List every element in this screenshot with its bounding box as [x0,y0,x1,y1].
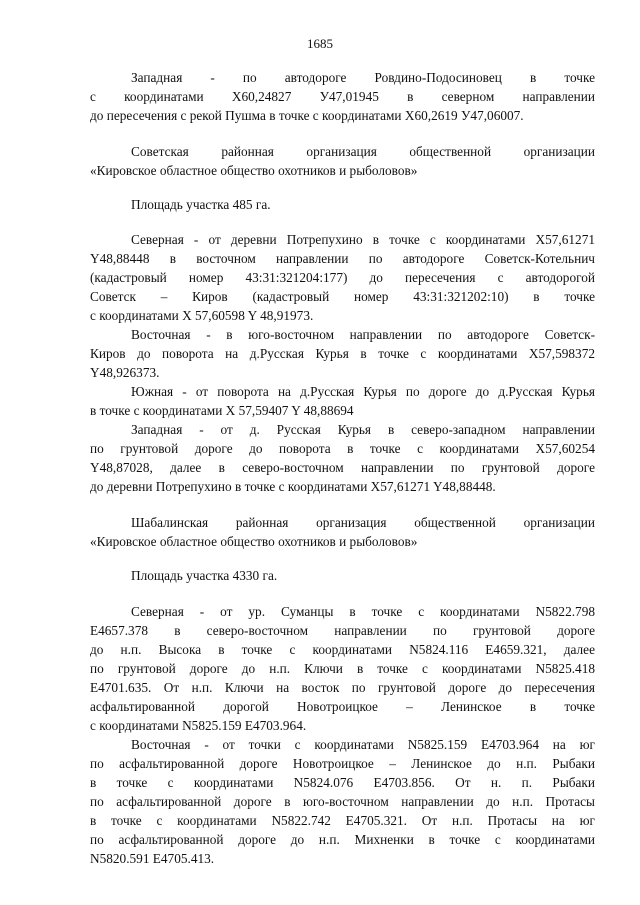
text-line: с координатами X 57,60598 Y 48,91973. [90,308,314,323]
area-line: Площадь участка 4330 га. [131,568,278,583]
text-line: Северная - от деревни Потрепухино в точке с координатами X57,61271 [131,232,595,247]
text-line: E4657.378 в северо-восточном направлении по грунтовой дороге [90,623,595,638]
text-line: Западная - от д. Русская Курья в северо-западном направлении [131,422,595,437]
text-line: Восточная - от точки с координатами N5825.159 E4703.964 на юг [131,737,595,752]
organization-heading: «Кировское областное общество охотников и рыболовов» [90,534,418,549]
text-line: по грунтовой дороге до н.п. Ключи в точке с координатами N5825.418 [90,661,595,676]
text-line: с координатами Х60,24827 У47,01945 в северном направлении [90,89,595,104]
text-line: по асфальтированной дороге Новотроицкое – Ленинское до н.п. Рыбаки [90,756,595,771]
text-line: Y48,926373. [90,365,160,380]
text-line: Советск – Киров (кадастровый номер 43:31:321202:10) в точке [90,289,595,304]
organization-heading: Шабалинская районная организация общественной организации [131,515,595,530]
text-line: с координатами N5825.159 E4703.964. [90,718,307,733]
text-line: по асфальтированной дороге до н.п. Михненки в точке с координатами [90,832,595,847]
text-line: Киров до поворота на д.Русская Курья в точке с координатами X57,598372 [90,346,595,361]
text-line: Западная - по автодороге Ровдино-Подосиновец в точке [131,70,595,85]
text-line: по грунтовой дороге до поворота в точке с координатами X57,60254 [90,441,595,456]
text-line: Южная - от поворота на д.Русская Курья по дороге до д.Русская Курья [131,384,595,399]
organization-heading: «Кировское областное общество охотников и рыболовов» [90,163,418,178]
text-line: до н.п. Высока в точке с координатами N5824.116 E4659.321, далее [90,642,595,657]
text-line: Восточная - в юго-восточном направлении по автодороге Советск- [131,327,595,342]
text-line: по асфальтированной дороге в юго-восточном направлении до н.п. Протасы [90,794,595,809]
text-line: в точке с координатами N5822.742 E4705.321. От н.п. Протасы на юг [90,813,595,828]
text-line: асфальтированной дорогой Новотроицкое – Ленинское в точке [90,699,595,714]
text-line: до пересечения с рекой Пушма в точке с координатами Х60,2619 У47,06007. [90,108,524,123]
text-line: E4701.635. От н.п. Ключи на восток по грунтовой дороге до пересечения [90,680,595,695]
text-line: Северная - от ур. Суманцы в точке с координатами N5822.798 [131,604,595,619]
organization-heading: Советская районная организация общественной организации [131,144,595,159]
text-line: до деревни Потрепухино в точке с координатами X57,61271 Y48,88448. [90,479,496,494]
area-line: Площадь участка 485 га. [131,197,271,212]
text-line: Y48,87028, далее в северо-восточном направлении по грунтовой дороге [90,460,595,475]
text-line: N5820.591 E4705.413. [90,851,215,866]
page-number: 1685 [307,36,333,51]
text-line: в точке с координатами X 57,59407 Y 48,88694 [90,403,354,418]
text-line: Y48,88448 в восточном направлении по автодороге Советск-Котельнич [90,251,595,266]
text-line: (кадастровый номер 43:31:321204:177) до пересечения с автодорогой [90,270,595,285]
text-line: в точке с координатами N5824.076 E4703.856. От н. п. Рыбаки [90,775,595,790]
